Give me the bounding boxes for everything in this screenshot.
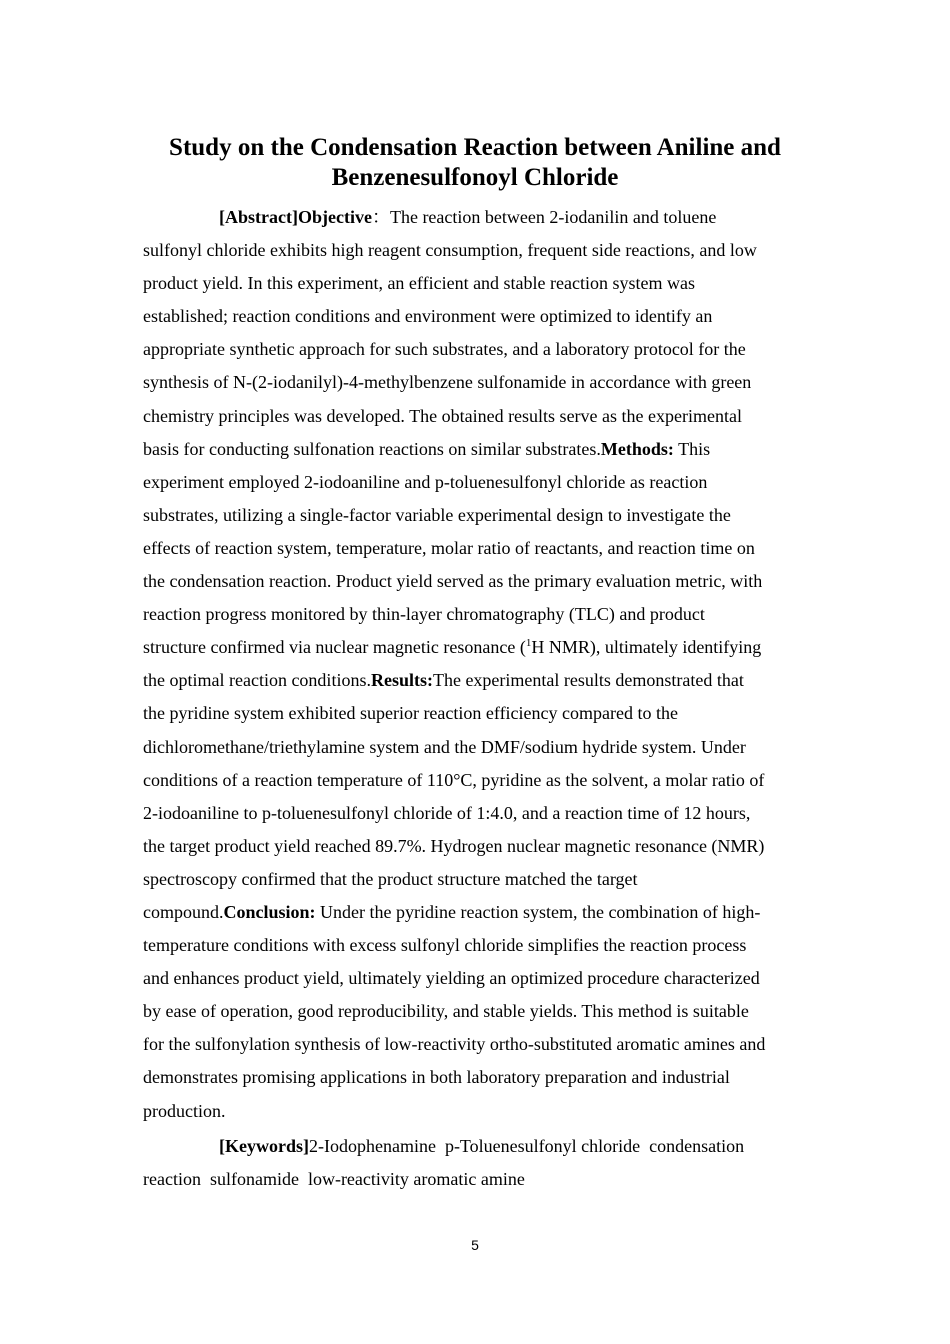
keywords-label: [Keywords] xyxy=(219,1135,309,1156)
abstract-line: the condensation reaction. Product yield served as the primary evaluation metric, with xyxy=(143,571,763,592)
abstract-text: the optimal reaction conditions. xyxy=(143,670,371,691)
abstract-line: and enhances product yield, ultimately yielding an optimized procedure characterized xyxy=(143,968,760,989)
abstract-line: the pyridine system exhibited superior reaction efficiency compared to the xyxy=(143,703,678,724)
abstract-text: The experimental results demonstrated that xyxy=(432,670,744,691)
abstract-label: [Abstract] xyxy=(219,207,298,227)
paper-page xyxy=(143,133,807,1196)
abstract-line: dichloromethane/triethylamine system and the DMF/sodium hydride system. Under xyxy=(143,736,746,757)
abstract-line: the target product yield reached 89.7%. Hydrogen nuclear magnetic resonance (NMR) xyxy=(143,835,765,856)
abstract-line: established; reaction conditions and environment were optimized to identify an xyxy=(143,306,713,327)
abstract-line xyxy=(143,631,807,664)
abstract-text: basis for conducting sulfonation reactions on similar substrates. xyxy=(143,438,601,459)
abstract-line: temperature conditions with excess sulfonyl chloride simplifies the reaction process xyxy=(143,935,747,956)
abstract-line: 2-iodoaniline to p-toluenesulfonyl chloride of 1:4.0, and a reaction time of 12 hours, xyxy=(143,802,751,823)
abstract-text: H NMR), ultimately identifying xyxy=(531,637,762,658)
abstract-line: spectroscopy confirmed that the product structure matched the target xyxy=(143,868,638,889)
abstract-line: sulfonyl chloride exhibits high reagent consumption, frequent side reactions, and low xyxy=(143,240,757,261)
page-number: 5 xyxy=(471,1237,479,1253)
abstract-line: reaction progress monitored by thin-layer chromatography (TLC) and product xyxy=(143,604,705,625)
abstract-line: for the sulfonylation synthesis of low-reactivity ortho-substituted aromatic amines and xyxy=(143,1034,766,1055)
abstract-line xyxy=(143,896,807,929)
abstract-line: synthesis of N-(2-iodanilyl)-4-methylbenzene sulfonamide in accordance with green xyxy=(143,372,752,393)
abstract-text: structure confirmed via nuclear magnetic resonance ( xyxy=(143,637,526,658)
abstract-text: This xyxy=(673,438,711,459)
abstract-line xyxy=(143,664,807,697)
superscript: 1 xyxy=(525,637,532,650)
abstract-line: substrates, utilizing a single-factor variable experimental design to investigate the xyxy=(143,504,731,525)
abstract-line: production. xyxy=(143,1100,226,1121)
abstract-line: experiment employed 2-iodoaniline and p-toluenesulfonyl chloride as reaction xyxy=(143,471,708,492)
abstract-text: compound. xyxy=(143,901,224,922)
abstract-text: The reaction between 2-iodanilin and toluene xyxy=(389,207,717,227)
results-label: Results: xyxy=(370,670,433,691)
abstract-line: conditions of a reaction temperature of 110°C, pyridine as the solvent, a molar ratio of xyxy=(143,769,765,790)
objective-label: Objective xyxy=(297,207,372,227)
paper-title xyxy=(143,133,807,193)
methods-label: Methods: xyxy=(600,438,674,459)
keywords xyxy=(143,1130,807,1196)
title-line-1: Study on the Condensation Reaction between Aniline and xyxy=(169,134,781,161)
abstract-text: Under the pyridine reaction system, the combination of high- xyxy=(315,901,761,922)
abstract-line: product yield. In this experiment, an efficient and stable reaction system was xyxy=(143,273,695,294)
abstract-line xyxy=(143,433,807,466)
keywords-text: 2-Iodophenamine p-Toluenesulfonyl chloride condensation xyxy=(308,1135,745,1156)
abstract-line: by ease of operation, good reproducibility, and stable yields. This method is suitable xyxy=(143,1001,749,1022)
conclusion-label: Conclusion: xyxy=(223,901,316,922)
title-line-2: Benzenesulfonoyl Chloride xyxy=(331,164,619,191)
abstract-line: effects of reaction system, temperature, molar ratio of reactants, and reaction time on xyxy=(143,537,755,558)
abstract-line: chemistry principles was developed. The obtained results serve as the experimental xyxy=(143,405,742,426)
objective-separator: ： xyxy=(371,207,390,227)
abstract xyxy=(143,201,807,1128)
keywords-line: reaction sulfonamide low-reactivity aromatic amine xyxy=(143,1168,525,1189)
abstract-line xyxy=(143,201,807,234)
keywords-line xyxy=(143,1130,807,1163)
abstract-line: demonstrates promising applications in both laboratory preparation and industrial xyxy=(143,1067,730,1088)
abstract-line: appropriate synthetic approach for such substrates, and a laboratory protocol for the xyxy=(143,339,746,360)
